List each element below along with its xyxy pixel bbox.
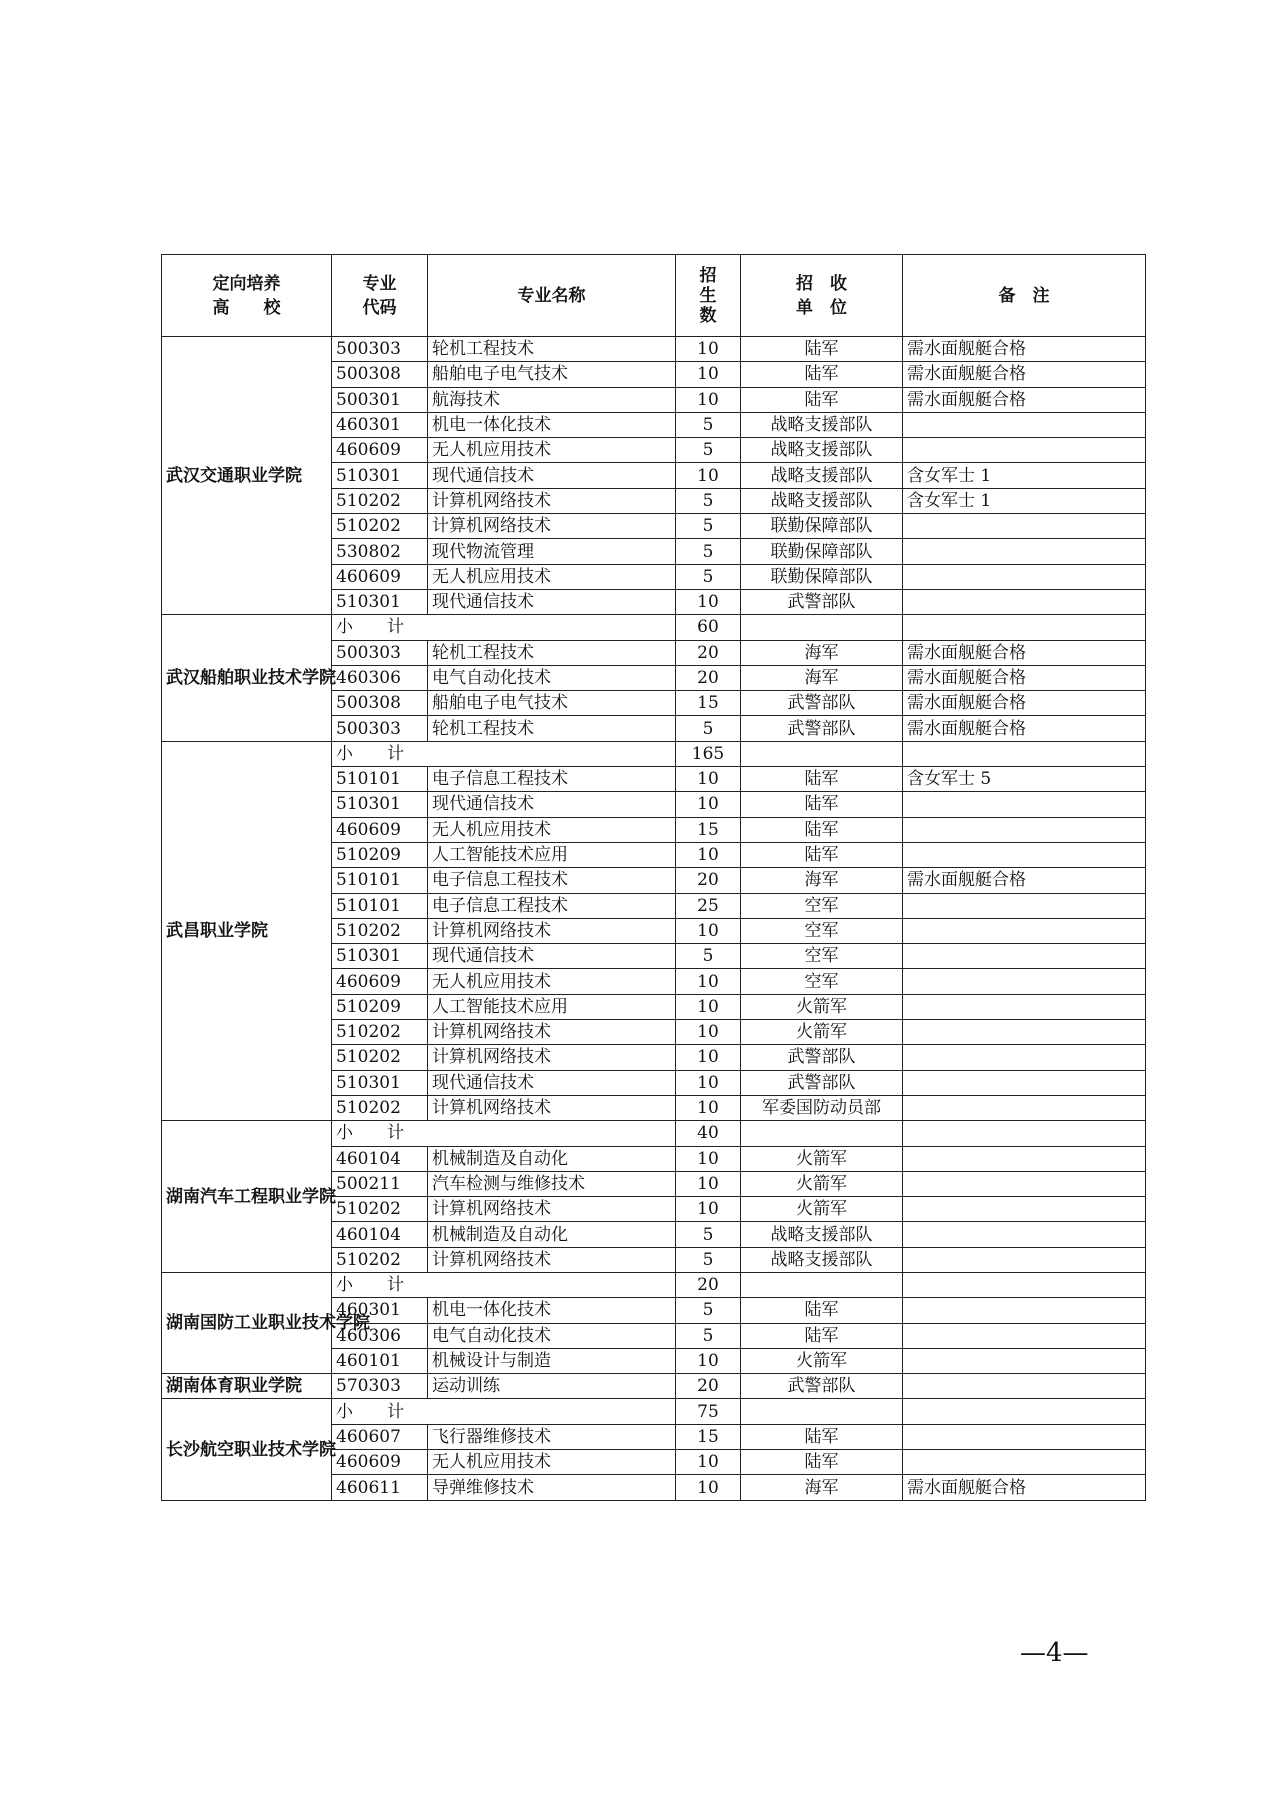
count-cell: 5 [676,944,741,969]
count-cell: 10 [676,1045,741,1070]
unit-cell: 战略支援部队 [741,438,903,463]
major-code-cell: 500303 [332,716,428,741]
count-cell: 5 [676,716,741,741]
major-code-cell: 510202 [332,1045,428,1070]
major-name-cell: 机械设计与制造 [428,1348,676,1373]
major-name-cell: 航海技术 [428,387,676,412]
count-cell: 10 [676,1475,741,1500]
major-code-cell: 570303 [332,1374,428,1399]
count-cell: 10 [676,463,741,488]
header-count: 招 生 数 [676,255,741,337]
note-cell: 含女军士 1 [903,488,1146,513]
table-row [162,337,1146,362]
note-cell [903,893,1146,918]
unit-cell: 火箭军 [741,1146,903,1171]
major-name-cell: 现代通信技术 [428,944,676,969]
count-cell: 5 [676,412,741,437]
unit-cell: 海军 [741,665,903,690]
header-code: 专业 代码 [332,255,428,337]
major-name-cell: 现代物流管理 [428,539,676,564]
table-row [162,1374,1146,1399]
major-name-cell: 现代通信技术 [428,792,676,817]
major-code-cell: 510209 [332,994,428,1019]
subtotal-row [162,1121,1146,1146]
major-code-cell: 510202 [332,514,428,539]
count-cell: 15 [676,1424,741,1449]
note-cell [903,994,1146,1019]
count-cell: 10 [676,1197,741,1222]
count-cell: 10 [676,1020,741,1045]
school-name-cell: 湖南国防工业职业技术学院 [162,1272,332,1373]
school-name-cell: 武汉船舶职业技术学院 [162,615,332,741]
major-name-cell: 机械制造及自动化 [428,1146,676,1171]
count-cell: 10 [676,767,741,792]
note-cell: 需水面舰艇合格 [903,337,1146,362]
unit-cell: 火箭军 [741,1197,903,1222]
major-name-cell: 轮机工程技术 [428,640,676,665]
unit-cell: 海军 [741,1475,903,1500]
count-cell: 5 [676,1298,741,1323]
note-cell: 需水面舰艇合格 [903,665,1146,690]
major-code-cell: 510101 [332,893,428,918]
unit-cell [741,1272,903,1297]
major-code-cell: 460301 [332,412,428,437]
major-name-cell: 电气自动化技术 [428,1323,676,1348]
subtotal-label: 小 计 [332,1272,676,1297]
note-cell [903,792,1146,817]
major-code-cell: 510202 [332,1020,428,1045]
count-cell: 25 [676,893,741,918]
count-cell: 10 [676,387,741,412]
count-cell: 60 [676,615,741,640]
unit-cell: 陆军 [741,362,903,387]
count-cell: 40 [676,1121,741,1146]
major-name-cell: 计算机网络技术 [428,514,676,539]
major-code-cell: 510101 [332,767,428,792]
major-code-cell: 500211 [332,1171,428,1196]
subtotal-row [162,741,1146,766]
major-code-cell: 460104 [332,1146,428,1171]
unit-cell [741,1399,903,1424]
count-cell: 5 [676,514,741,539]
major-code-cell: 460609 [332,817,428,842]
note-cell: 含女军士 5 [903,767,1146,792]
major-code-cell: 510101 [332,868,428,893]
note-cell [903,969,1146,994]
unit-cell: 陆军 [741,842,903,867]
unit-cell: 武警部队 [741,1070,903,1095]
note-cell [903,918,1146,943]
major-name-cell: 计算机网络技术 [428,488,676,513]
major-name-cell: 轮机工程技术 [428,337,676,362]
major-code-cell: 510301 [332,792,428,817]
note-cell [903,741,1146,766]
note-cell [903,1121,1146,1146]
unit-cell: 武警部队 [741,1374,903,1399]
major-name-cell: 人工智能技术应用 [428,994,676,1019]
subtotal-label: 小 计 [332,615,676,640]
major-name-cell: 机电一体化技术 [428,1298,676,1323]
major-name-cell: 现代通信技术 [428,463,676,488]
count-cell: 20 [676,1374,741,1399]
header-note: 备 注 [903,255,1146,337]
unit-cell: 海军 [741,868,903,893]
unit-cell: 空军 [741,944,903,969]
unit-cell: 火箭军 [741,1348,903,1373]
major-name-cell: 机电一体化技术 [428,412,676,437]
note-cell [903,1424,1146,1449]
unit-cell: 陆军 [741,1298,903,1323]
unit-cell [741,741,903,766]
school-name-cell: 武汉交通职业学院 [162,337,332,615]
note-cell: 含女军士 1 [903,463,1146,488]
unit-cell: 火箭军 [741,994,903,1019]
major-code-cell: 460607 [332,1424,428,1449]
major-code-cell: 460609 [332,438,428,463]
note-cell [903,412,1146,437]
major-code-cell: 500308 [332,691,428,716]
major-name-cell: 船舶电子电气技术 [428,691,676,716]
major-code-cell: 530802 [332,539,428,564]
unit-cell: 空军 [741,918,903,943]
header-school: 定向培养 高 校 [162,255,332,337]
major-code-cell: 460101 [332,1348,428,1373]
unit-cell: 联勤保障部队 [741,564,903,589]
count-cell: 165 [676,741,741,766]
major-code-cell: 510202 [332,1095,428,1120]
note-cell [903,564,1146,589]
note-cell [903,438,1146,463]
major-code-cell: 460611 [332,1475,428,1500]
major-code-cell: 500301 [332,387,428,412]
major-name-cell: 无人机应用技术 [428,969,676,994]
header-name: 专业名称 [428,255,676,337]
count-cell: 15 [676,691,741,716]
note-cell [903,589,1146,614]
major-code-cell: 460609 [332,969,428,994]
major-name-cell: 飞行器维修技术 [428,1424,676,1449]
unit-cell: 武警部队 [741,716,903,741]
major-name-cell: 计算机网络技术 [428,1247,676,1272]
note-cell [903,514,1146,539]
note-cell [903,1323,1146,1348]
count-cell: 10 [676,1450,741,1475]
note-cell [903,1298,1146,1323]
note-cell [903,1020,1146,1045]
note-cell [903,1146,1146,1171]
unit-cell: 陆军 [741,337,903,362]
major-name-cell: 船舶电子电气技术 [428,362,676,387]
major-name-cell: 电子信息工程技术 [428,767,676,792]
subtotal-row [162,615,1146,640]
note-cell [903,842,1146,867]
unit-cell: 武警部队 [741,691,903,716]
unit-cell: 军委国防动员部 [741,1095,903,1120]
note-cell [903,539,1146,564]
unit-cell: 武警部队 [741,1045,903,1070]
note-cell [903,1450,1146,1475]
major-name-cell: 计算机网络技术 [428,1020,676,1045]
count-cell: 10 [676,1348,741,1373]
major-name-cell: 计算机网络技术 [428,1095,676,1120]
unit-cell: 火箭军 [741,1171,903,1196]
count-cell: 20 [676,640,741,665]
major-code-cell: 510202 [332,918,428,943]
major-name-cell: 无人机应用技术 [428,564,676,589]
major-code-cell: 500303 [332,640,428,665]
count-cell: 10 [676,589,741,614]
note-cell: 需水面舰艇合格 [903,362,1146,387]
major-code-cell: 510202 [332,1197,428,1222]
unit-cell: 海军 [741,640,903,665]
count-cell: 5 [676,539,741,564]
unit-cell: 联勤保障部队 [741,514,903,539]
count-cell: 15 [676,817,741,842]
count-cell: 10 [676,1146,741,1171]
note-cell [903,1045,1146,1070]
unit-cell: 联勤保障部队 [741,539,903,564]
note-cell [903,1247,1146,1272]
unit-cell: 陆军 [741,1323,903,1348]
table-body [162,337,1146,1501]
subtotal-label: 小 计 [332,741,676,766]
note-cell [903,1348,1146,1373]
unit-cell [741,1121,903,1146]
note-cell: 需水面舰艇合格 [903,716,1146,741]
count-cell: 10 [676,1095,741,1120]
count-cell: 10 [676,1070,741,1095]
count-cell: 5 [676,1247,741,1272]
major-code-cell: 460306 [332,665,428,690]
count-cell: 20 [676,1272,741,1297]
unit-cell: 战略支援部队 [741,1247,903,1272]
unit-cell: 战略支援部队 [741,1222,903,1247]
note-cell [903,1171,1146,1196]
unit-cell: 陆军 [741,792,903,817]
unit-cell: 陆军 [741,387,903,412]
note-cell [903,1272,1146,1297]
major-name-cell: 现代通信技术 [428,589,676,614]
major-name-cell: 计算机网络技术 [428,1045,676,1070]
major-code-cell: 460306 [332,1323,428,1348]
major-name-cell: 电子信息工程技术 [428,893,676,918]
note-cell: 需水面舰艇合格 [903,387,1146,412]
major-code-cell: 510301 [332,589,428,614]
major-code-cell: 510301 [332,463,428,488]
unit-cell: 陆军 [741,817,903,842]
note-cell: 需水面舰艇合格 [903,691,1146,716]
unit-cell: 战略支援部队 [741,412,903,437]
major-code-cell: 510301 [332,1070,428,1095]
subtotal-row [162,1399,1146,1424]
subtotal-label: 小 计 [332,1121,676,1146]
count-cell: 5 [676,1222,741,1247]
note-cell [903,1399,1146,1424]
unit-cell: 空军 [741,893,903,918]
major-name-cell: 人工智能技术应用 [428,842,676,867]
school-name-cell: 湖南体育职业学院 [162,1374,332,1399]
major-name-cell: 导弹维修技术 [428,1475,676,1500]
major-code-cell: 500303 [332,337,428,362]
major-code-cell: 510209 [332,842,428,867]
header-unit: 招 收 单 位 [741,255,903,337]
major-name-cell: 无人机应用技术 [428,438,676,463]
major-name-cell: 运动训练 [428,1374,676,1399]
major-code-cell: 460609 [332,564,428,589]
major-code-cell: 460301 [332,1298,428,1323]
major-name-cell: 电气自动化技术 [428,665,676,690]
subtotal-row [162,1272,1146,1297]
unit-cell: 火箭军 [741,1020,903,1045]
count-cell: 10 [676,362,741,387]
table-header-row [162,255,1146,337]
school-name-cell: 武昌职业学院 [162,741,332,1120]
count-cell: 20 [676,665,741,690]
unit-cell: 陆军 [741,1450,903,1475]
subtotal-label: 小 计 [332,1399,676,1424]
note-cell [903,1197,1146,1222]
school-name-cell: 长沙航空职业技术学院 [162,1399,332,1500]
note-cell [903,1070,1146,1095]
count-cell: 10 [676,1171,741,1196]
major-name-cell: 无人机应用技术 [428,1450,676,1475]
major-code-cell: 500308 [332,362,428,387]
major-code-cell: 510202 [332,1247,428,1272]
page-number: —4— [1020,1638,1089,1668]
school-name-cell: 湖南汽车工程职业学院 [162,1121,332,1273]
note-cell [903,1095,1146,1120]
major-name-cell: 电子信息工程技术 [428,868,676,893]
note-cell [903,944,1146,969]
count-cell: 10 [676,337,741,362]
major-code-cell: 460104 [332,1222,428,1247]
major-code-cell: 510202 [332,488,428,513]
major-name-cell: 计算机网络技术 [428,918,676,943]
count-cell: 5 [676,488,741,513]
note-cell: 需水面舰艇合格 [903,868,1146,893]
unit-cell: 陆军 [741,1424,903,1449]
note-cell: 需水面舰艇合格 [903,1475,1146,1500]
count-cell: 10 [676,969,741,994]
major-name-cell: 轮机工程技术 [428,716,676,741]
enrollment-table [161,254,1146,1501]
major-code-cell: 510301 [332,944,428,969]
note-cell [903,817,1146,842]
count-cell: 5 [676,564,741,589]
note-cell [903,1222,1146,1247]
major-name-cell: 无人机应用技术 [428,817,676,842]
unit-cell [741,615,903,640]
major-name-cell: 计算机网络技术 [428,1197,676,1222]
unit-cell: 战略支援部队 [741,463,903,488]
count-cell: 5 [676,1323,741,1348]
count-cell: 10 [676,792,741,817]
note-cell [903,1374,1146,1399]
count-cell: 20 [676,868,741,893]
count-cell: 10 [676,994,741,1019]
count-cell: 75 [676,1399,741,1424]
major-name-cell: 现代通信技术 [428,1070,676,1095]
count-cell: 10 [676,842,741,867]
major-name-cell: 汽车检测与维修技术 [428,1171,676,1196]
unit-cell: 陆军 [741,767,903,792]
count-cell: 10 [676,918,741,943]
major-code-cell: 460609 [332,1450,428,1475]
major-name-cell: 机械制造及自动化 [428,1222,676,1247]
unit-cell: 武警部队 [741,589,903,614]
count-cell: 5 [676,438,741,463]
unit-cell: 空军 [741,969,903,994]
unit-cell: 战略支援部队 [741,488,903,513]
note-cell [903,615,1146,640]
note-cell: 需水面舰艇合格 [903,640,1146,665]
